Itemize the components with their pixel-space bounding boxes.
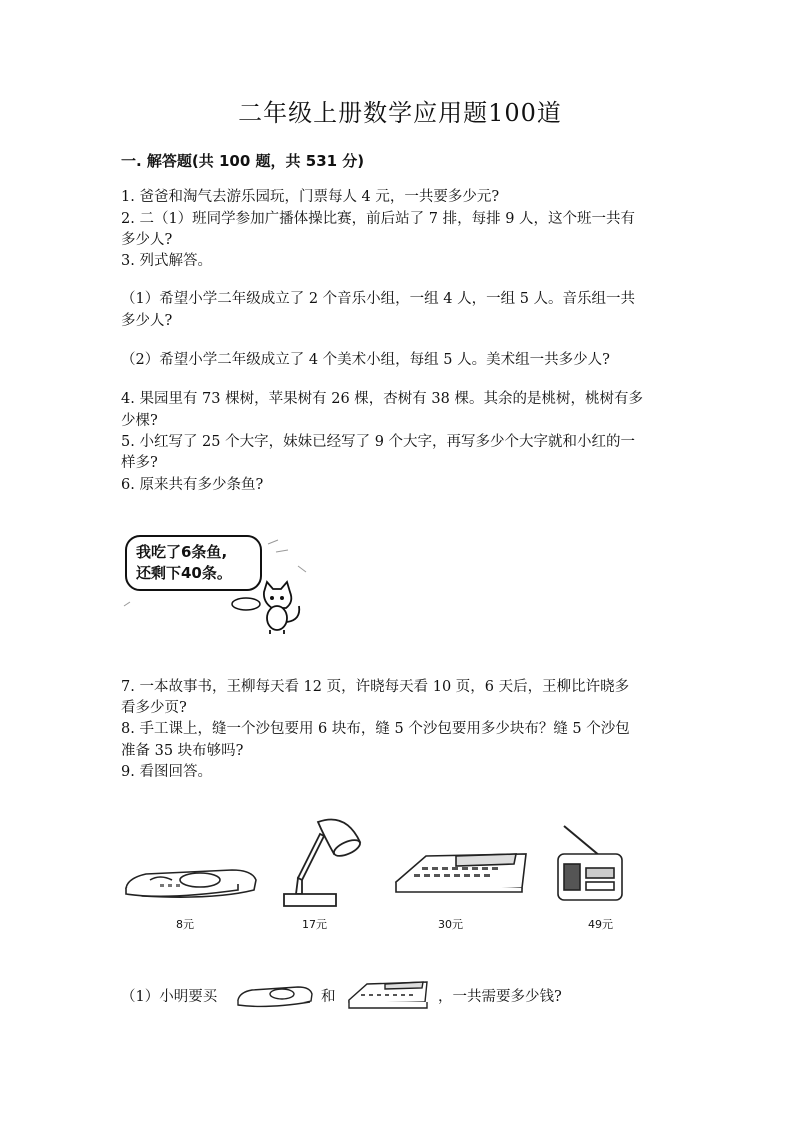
question-9-sub-1-suffix: ，一共需要多少钱? [438, 989, 562, 1005]
question-2-line-1: 2. 二（1）班同学参加广播体操比赛，前后站了 7 排，每排 9 人，这个班一共有 [121, 211, 636, 227]
question-4-line-1: 4. 果园里有 73 棵树，苹果树有 26 棵，杏树有 38 棵。其余的是桃树，桃树有多 [121, 391, 643, 407]
question-2-line-2: 多少人? [121, 232, 173, 248]
question-8-line-2: 准备 35 块布够吗? [121, 743, 244, 759]
question-4-line-2: 少棵? [121, 413, 158, 429]
fish-illustration [118, 526, 318, 636]
question-3-sub-1-line-1: （1）希望小学二年级成立了 2 个音乐小组，一组 4 人，一组 5 人。音乐组一共 [121, 291, 636, 307]
question-9-sub-1-prefix: （1）小明要买 [121, 989, 218, 1005]
calculator-icon [392, 850, 532, 910]
question-9: 9. 看图回答。 [121, 764, 212, 780]
question-6: 6. 原来共有多少条鱼? [121, 477, 264, 493]
desk-lamp-icon [278, 812, 368, 912]
question-1: 1. 爸爸和淘气去游乐园玩，门票每人 4 元，一共要多少元? [121, 189, 500, 205]
phone-icon [120, 860, 260, 910]
cat-icon [118, 526, 318, 636]
speech-bubble-line-1: 我吃了6条鱼, [136, 543, 228, 561]
question-7-line-1: 7. 一本故事书，王柳每天看 12 页，许晓每天看 10 页，6 天后，王柳比许晓多 [121, 679, 630, 695]
calculator-icon [345, 978, 431, 1018]
price-label: 49元 [588, 918, 613, 931]
question-5-line-2: 样多? [121, 455, 158, 471]
section-heading: 一. 解答题(共 100 题，共 531 分) [121, 152, 365, 170]
question-8-line-1: 8. 手工课上，缝一个沙包要用 6 块布，缝 5 个沙包要用多少块布？缝 5 个沙包 [121, 721, 630, 737]
question-3: 3. 列式解答。 [121, 253, 212, 269]
price-label: 30元 [438, 918, 463, 931]
question-9-sub-1-and: 和 [321, 989, 336, 1005]
phone-icon [234, 980, 314, 1016]
question-3-sub-1-line-2: 多少人? [121, 313, 173, 329]
question-7-line-2: 看多少页? [121, 700, 187, 716]
question-3-sub-2: （2）希望小学二年级成立了 4 个美术小组，每组 5 人。美术组一共多少人? [121, 352, 610, 368]
price-label: 8元 [176, 918, 194, 931]
price-label: 17元 [302, 918, 327, 931]
question-5-line-1: 5. 小红写了 25 个大字，妹妹已经写了 9 个大字，再写多少个大字就和小红的一 [121, 434, 636, 450]
radio-icon [552, 822, 632, 912]
speech-bubble-line-2: 还剩下40条。 [136, 564, 232, 582]
page-title: 二年级上册数学应用题100道 [238, 99, 562, 127]
